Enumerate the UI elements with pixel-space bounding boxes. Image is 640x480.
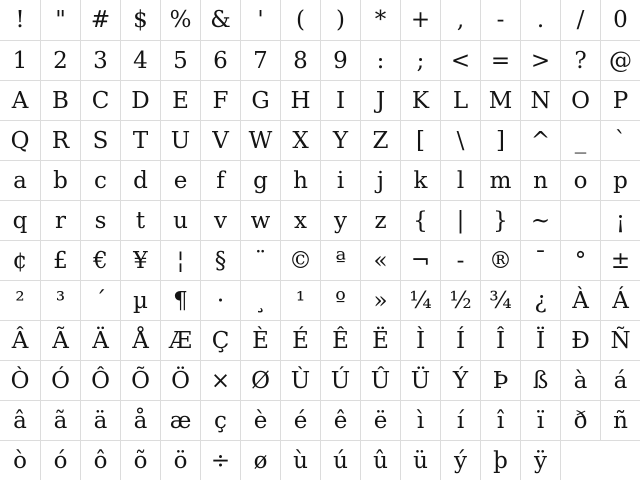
glyph-cell[interactable]: Ö [160, 360, 200, 400]
glyph-cell[interactable]: ) [320, 0, 360, 40]
glyph-cell[interactable]: X [280, 120, 320, 160]
glyph-cell[interactable]: Ï [520, 320, 560, 360]
glyph-cell[interactable]: É [280, 320, 320, 360]
glyph-cell[interactable]: ï [520, 400, 560, 440]
glyph-cell[interactable]: ( [280, 0, 320, 40]
glyph-cell[interactable]: Õ [120, 360, 160, 400]
glyph-cell[interactable]: B [40, 80, 80, 120]
glyph-cell[interactable]: ´ [80, 280, 120, 320]
glyph-cell[interactable]: Î [480, 320, 520, 360]
glyph-cell[interactable]: ÿ [520, 440, 560, 480]
glyph-cell[interactable]: Ì [400, 320, 440, 360]
glyph-cell[interactable]: x [280, 200, 320, 240]
glyph-cell[interactable]: 2 [40, 40, 80, 80]
glyph-cell[interactable]: Ò [0, 360, 40, 400]
glyph-cell[interactable]: º [320, 280, 360, 320]
glyph-cell[interactable]: á [600, 360, 640, 400]
glyph-cell[interactable]: $ [120, 0, 160, 40]
glyph-cell[interactable]: ñ [600, 400, 640, 440]
glyph-cell[interactable]: { [400, 200, 440, 240]
glyph-cell[interactable]: y [320, 200, 360, 240]
glyph-cell[interactable]: Ý [440, 360, 480, 400]
glyph-cell[interactable]: µ [120, 280, 160, 320]
glyph-cell[interactable]: \ [440, 120, 480, 160]
glyph-cell[interactable]: d [120, 160, 160, 200]
glyph-cell[interactable]: r [40, 200, 80, 240]
glyph-cell[interactable]: - [480, 0, 520, 40]
glyph-cell[interactable]: > [520, 40, 560, 80]
glyph-cell[interactable]: 6 [200, 40, 240, 80]
glyph-cell[interactable]: - [440, 240, 480, 280]
glyph-cell[interactable]: Ø [240, 360, 280, 400]
glyph-cell[interactable]: Ã [40, 320, 80, 360]
glyph-cell[interactable]: ¿ [520, 280, 560, 320]
glyph-cell[interactable]: ý [440, 440, 480, 480]
glyph-cell[interactable]: õ [120, 440, 160, 480]
glyph-cell[interactable]: O [560, 80, 600, 120]
glyph-cell[interactable]: , [440, 0, 480, 40]
glyph-cell[interactable]: ¾ [480, 280, 520, 320]
glyph-cell[interactable]: Æ [160, 320, 200, 360]
glyph-cell[interactable]: ü [400, 440, 440, 480]
glyph-cell[interactable]: 9 [320, 40, 360, 80]
glyph-cell[interactable]: + [400, 0, 440, 40]
glyph-cell[interactable]: ö [160, 440, 200, 480]
glyph-cell[interactable]: Ê [320, 320, 360, 360]
glyph-cell[interactable]: ÷ [200, 440, 240, 480]
glyph-cell[interactable]: þ [480, 440, 520, 480]
glyph-cell[interactable]: t [120, 200, 160, 240]
glyph-cell[interactable]: Þ [480, 360, 520, 400]
glyph-cell[interactable]: # [80, 0, 120, 40]
glyph-cell[interactable]: ã [40, 400, 80, 440]
glyph-cell[interactable]: Ä [80, 320, 120, 360]
glyph-cell[interactable]: v [200, 200, 240, 240]
glyph-cell[interactable]: c [80, 160, 120, 200]
glyph-cell[interactable]: 0 [600, 0, 640, 40]
glyph-cell[interactable]: · [200, 280, 240, 320]
glyph-cell[interactable]: Ü [400, 360, 440, 400]
glyph-cell[interactable]: ¬ [400, 240, 440, 280]
glyph-cell[interactable]: e [160, 160, 200, 200]
glyph-cell[interactable]: R [40, 120, 80, 160]
glyph-cell[interactable]: W [240, 120, 280, 160]
glyph-cell[interactable]: 7 [240, 40, 280, 80]
glyph-cell[interactable]: / [560, 0, 600, 40]
glyph-cell[interactable]: 3 [80, 40, 120, 80]
glyph-cell[interactable]: Á [600, 280, 640, 320]
glyph-cell[interactable]: Y [320, 120, 360, 160]
glyph-cell[interactable]: Ë [360, 320, 400, 360]
glyph-cell[interactable]: ¯ [520, 240, 560, 280]
glyph-cell[interactable]: Ñ [600, 320, 640, 360]
glyph-cell[interactable]: ß [520, 360, 560, 400]
glyph-cell[interactable]: S [80, 120, 120, 160]
glyph-cell[interactable]: Â [0, 320, 40, 360]
glyph-cell[interactable]: _ [560, 120, 600, 160]
glyph-cell[interactable]: D [120, 80, 160, 120]
glyph-cell[interactable]: w [240, 200, 280, 240]
glyph-cell[interactable]: ; [400, 40, 440, 80]
empty-cell [560, 440, 600, 480]
glyph-cell[interactable]: í [440, 400, 480, 440]
glyph-cell[interactable]: ë [360, 400, 400, 440]
glyph-cell[interactable]: â [0, 400, 40, 440]
glyph-cell[interactable]: : [360, 40, 400, 80]
glyph-cell[interactable]: ç [200, 400, 240, 440]
glyph-cell[interactable]: Ù [280, 360, 320, 400]
glyph-cell[interactable]: I [320, 80, 360, 120]
glyph-cell[interactable]: ¥ [120, 240, 160, 280]
glyph-cell[interactable]: m [480, 160, 520, 200]
glyph-cell[interactable]: € [80, 240, 120, 280]
glyph-cell[interactable]: ¶ [160, 280, 200, 320]
glyph-cell[interactable]: V [200, 120, 240, 160]
glyph-cell[interactable]: ° [560, 240, 600, 280]
glyph-cell[interactable]: ² [0, 280, 40, 320]
glyph-cell[interactable]: ' [240, 0, 280, 40]
glyph-cell[interactable]: « [360, 240, 400, 280]
glyph-cell[interactable]: [ [400, 120, 440, 160]
glyph-cell[interactable]: î [480, 400, 520, 440]
glyph-cell[interactable]: 4 [120, 40, 160, 80]
empty-cell [600, 440, 640, 480]
glyph-cell[interactable]: U [160, 120, 200, 160]
glyph-cell[interactable]: ¦ [160, 240, 200, 280]
glyph-cell[interactable]: Ú [320, 360, 360, 400]
glyph-cell[interactable]: L [440, 80, 480, 120]
glyph-cell[interactable]: i [320, 160, 360, 200]
glyph-cell[interactable]: C [80, 80, 120, 120]
glyph-cell[interactable]: û [360, 440, 400, 480]
glyph-cell[interactable]: h [280, 160, 320, 200]
glyph-cell[interactable]: æ [160, 400, 200, 440]
glyph-cell[interactable]: Ó [40, 360, 80, 400]
glyph-cell[interactable]: = [480, 40, 520, 80]
glyph-cell[interactable]: K [400, 80, 440, 120]
glyph-cell[interactable]: ø [240, 440, 280, 480]
glyph-cell[interactable]: A [0, 80, 40, 120]
glyph-cell[interactable]: k [400, 160, 440, 200]
glyph-cell[interactable]: Z [360, 120, 400, 160]
glyph-cell[interactable]: ½ [440, 280, 480, 320]
glyph-cell[interactable]: j [360, 160, 400, 200]
glyph-cell[interactable]: p [600, 160, 640, 200]
glyph-cell[interactable]: ³ [40, 280, 80, 320]
glyph-cell[interactable]: z [360, 200, 400, 240]
glyph-cell[interactable]: ` [600, 120, 640, 160]
glyph-cell[interactable]: à [560, 360, 600, 400]
glyph-cell[interactable]: H [280, 80, 320, 120]
glyph-cell[interactable]: 5 [160, 40, 200, 80]
glyph-cell[interactable]: P [600, 80, 640, 120]
glyph-cell[interactable]: È [240, 320, 280, 360]
glyph-cell[interactable]: N [520, 80, 560, 120]
glyph-cell[interactable]: » [360, 280, 400, 320]
glyph-cell[interactable]: " [40, 0, 80, 40]
glyph-cell[interactable]: & [200, 0, 240, 40]
glyph-cell[interactable]: ¹ [280, 280, 320, 320]
glyph-cell[interactable]: 1 [0, 40, 40, 80]
glyph-cell[interactable]: è [240, 400, 280, 440]
glyph-cell[interactable]: J [360, 80, 400, 120]
glyph-cell[interactable]: ó [40, 440, 80, 480]
glyph-cell[interactable]: E [160, 80, 200, 120]
glyph-cell[interactable]: o [560, 160, 600, 200]
glyph-cell[interactable]: ¨ [240, 240, 280, 280]
glyph-cell[interactable]: G [240, 80, 280, 120]
glyph-cell[interactable]: é [280, 400, 320, 440]
glyph-cell[interactable]: ¡ [600, 200, 640, 240]
glyph-cell[interactable]: Ç [200, 320, 240, 360]
glyph-cell[interactable]: b [40, 160, 80, 200]
glyph-cell[interactable]: Û [360, 360, 400, 400]
glyph-cell[interactable]: Í [440, 320, 480, 360]
glyph-cell[interactable]: l [440, 160, 480, 200]
glyph-cell[interactable]: ð [560, 400, 600, 440]
glyph-cell[interactable]: ä [80, 400, 120, 440]
glyph-cell[interactable]: § [200, 240, 240, 280]
glyph-cell[interactable]: ? [560, 40, 600, 80]
glyph-cell[interactable]: ª [320, 240, 360, 280]
glyph-cell[interactable]: a [0, 160, 40, 200]
glyph-cell[interactable]: Å [120, 320, 160, 360]
glyph-cell[interactable]: q [0, 200, 40, 240]
glyph-cell[interactable]: ¢ [0, 240, 40, 280]
glyph-cell[interactable]: ] [480, 120, 520, 160]
glyph-cell[interactable]: | [440, 200, 480, 240]
glyph-cell[interactable]: ú [320, 440, 360, 480]
glyph-cell[interactable]: Ð [560, 320, 600, 360]
glyph-cell[interactable]: < [440, 40, 480, 80]
glyph-cell[interactable]: ô [80, 440, 120, 480]
glyph-cell[interactable]: F [200, 80, 240, 120]
glyph-cell[interactable]: ì [400, 400, 440, 440]
glyph-cell[interactable]: ® [480, 240, 520, 280]
glyph-cell[interactable]: × [200, 360, 240, 400]
glyph-cell[interactable]: * [360, 0, 400, 40]
glyph-cell[interactable]: } [480, 200, 520, 240]
glyph-cell[interactable]: Q [0, 120, 40, 160]
glyph-cell[interactable]: ~ [520, 200, 560, 240]
glyph-cell[interactable]: s [80, 200, 120, 240]
glyph-cell[interactable]: © [280, 240, 320, 280]
glyph-cell[interactable]: å [120, 400, 160, 440]
glyph-cell[interactable]: ! [0, 0, 40, 40]
glyph-cell[interactable]: Ô [80, 360, 120, 400]
glyph-cell[interactable]: f [200, 160, 240, 200]
glyph-cell[interactable]: ± [600, 240, 640, 280]
glyph-cell[interactable]: ê [320, 400, 360, 440]
glyph-cell[interactable]: . [520, 0, 560, 40]
glyph-cell[interactable]: ¼ [400, 280, 440, 320]
glyph-cell[interactable]: ¸ [240, 280, 280, 320]
glyph-cell[interactable]: ò [0, 440, 40, 480]
glyph-cell[interactable]: 8 [280, 40, 320, 80]
glyph-cell[interactable]: À [560, 280, 600, 320]
glyph-cell[interactable]: ù [280, 440, 320, 480]
glyph-cell[interactable]: g [240, 160, 280, 200]
glyph-cell[interactable]: @ [600, 40, 640, 80]
glyph-cell[interactable]: T [120, 120, 160, 160]
glyph-cell[interactable]: u [160, 200, 200, 240]
glyph-cell[interactable]: £ [40, 240, 80, 280]
glyph-cell[interactable]: ^ [520, 120, 560, 160]
glyph-cell[interactable]: % [160, 0, 200, 40]
glyph-cell[interactable]: n [520, 160, 560, 200]
glyph-cell[interactable]: M [480, 80, 520, 120]
space-glyph-cell[interactable] [560, 200, 600, 240]
